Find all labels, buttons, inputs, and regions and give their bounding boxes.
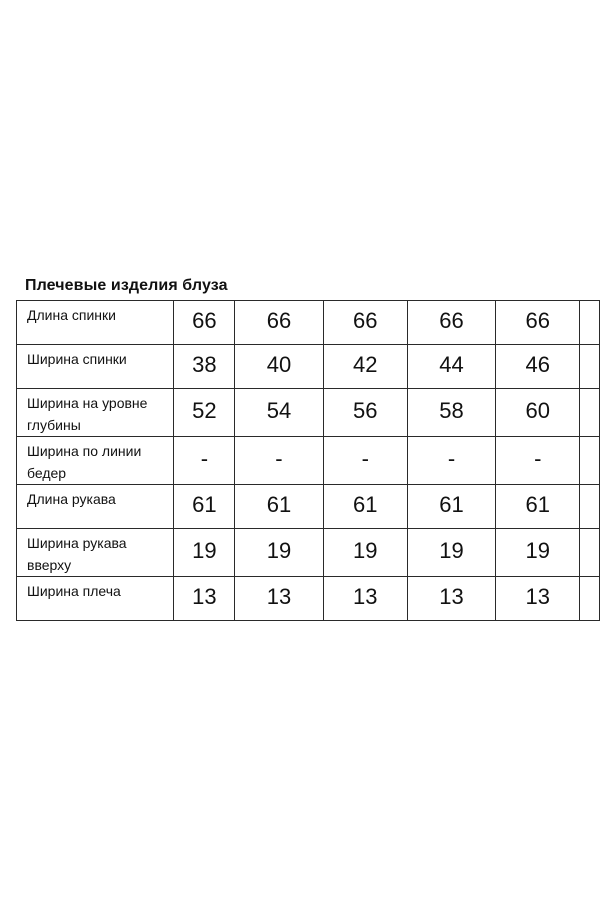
- table-cell: 58: [407, 389, 495, 437]
- table-cell: [580, 389, 600, 437]
- row-label: Длина рукава: [17, 485, 174, 529]
- table-cell: 61: [496, 485, 580, 529]
- table-cell: 56: [323, 389, 407, 437]
- table-cell: 19: [496, 529, 580, 577]
- table-row: [17, 345, 600, 389]
- table-cell: [580, 577, 600, 621]
- table-cell: 19: [174, 529, 235, 577]
- table-cell: 66: [407, 301, 495, 345]
- table-cell: 38: [174, 345, 235, 389]
- table-cell: -: [174, 437, 235, 485]
- table-cell: 66: [235, 301, 323, 345]
- row-label: Ширина по линии бедер: [17, 437, 174, 485]
- table-row: [17, 389, 600, 437]
- table-cell: 13: [496, 577, 580, 621]
- table-cell: [580, 301, 600, 345]
- row-label: Ширина плеча: [17, 577, 174, 621]
- size-table: [16, 300, 600, 621]
- table-cell: 66: [174, 301, 235, 345]
- table-cell: 46: [496, 345, 580, 389]
- table-cell: 44: [407, 345, 495, 389]
- table-cell: 66: [323, 301, 407, 345]
- table-cell: 19: [235, 529, 323, 577]
- table-row: [17, 577, 600, 621]
- table-cell: 61: [235, 485, 323, 529]
- row-label: Длина спинки: [17, 301, 174, 345]
- table-cell: 54: [235, 389, 323, 437]
- table-row: [17, 437, 600, 485]
- table-cell: 61: [407, 485, 495, 529]
- table-cell: [580, 529, 600, 577]
- table-cell: [580, 345, 600, 389]
- row-label: Ширина на уровне глубины: [17, 389, 174, 437]
- table-cell: 13: [323, 577, 407, 621]
- table-cell: [580, 485, 600, 529]
- table-cell: 52: [174, 389, 235, 437]
- table-cell: 40: [235, 345, 323, 389]
- table-cell: 60: [496, 389, 580, 437]
- table-cell: 13: [235, 577, 323, 621]
- table-cell: 66: [496, 301, 580, 345]
- table-title: Плечевые изделия блуза: [25, 277, 228, 294]
- table-cell: 19: [407, 529, 495, 577]
- table-row: [17, 485, 600, 529]
- table-cell: -: [235, 437, 323, 485]
- table-cell: 42: [323, 345, 407, 389]
- table-row: [17, 529, 600, 577]
- size-table-body: [17, 301, 600, 621]
- table-cell: 13: [407, 577, 495, 621]
- row-label: Ширина рукава вверху: [17, 529, 174, 577]
- row-label: Ширина спинки: [17, 345, 174, 389]
- table-cell: 61: [174, 485, 235, 529]
- table-cell: -: [407, 437, 495, 485]
- table-cell: -: [323, 437, 407, 485]
- table-cell: -: [496, 437, 580, 485]
- table-row: [17, 301, 600, 345]
- table-cell: 19: [323, 529, 407, 577]
- table-cell: 61: [323, 485, 407, 529]
- table-cell: 13: [174, 577, 235, 621]
- table-cell: [580, 437, 600, 485]
